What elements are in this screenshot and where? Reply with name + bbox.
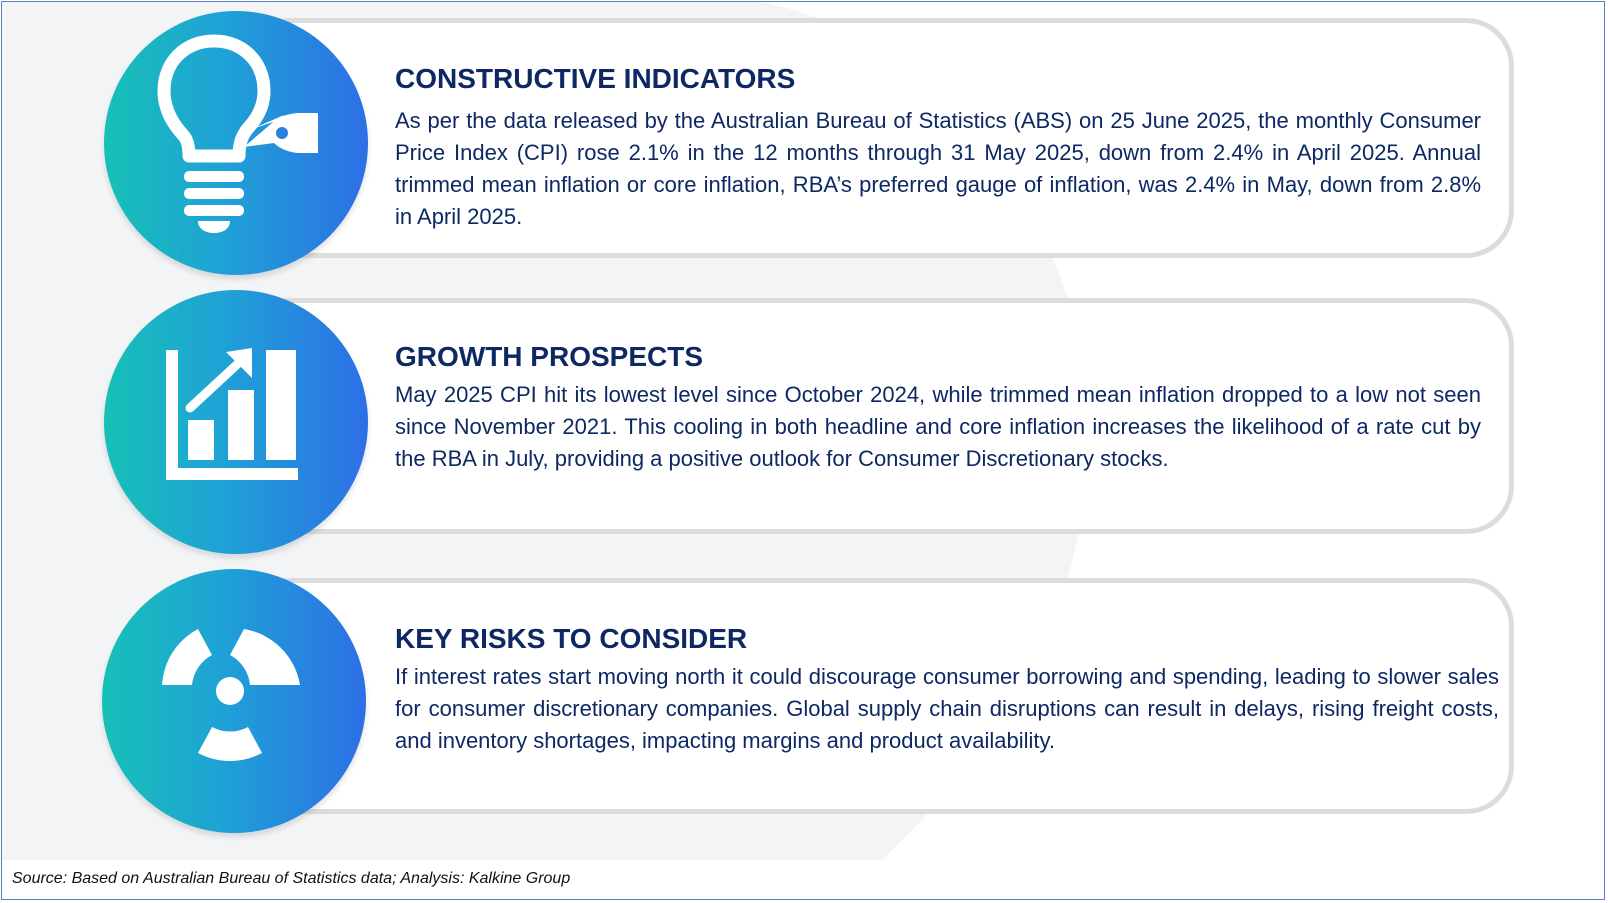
card-growth-prospects: [242, 298, 1514, 534]
growth-chart-icon: [104, 290, 368, 554]
section-body: May 2025 CPI hit its lowest level since October 2024, while trimmed mean inflation dropped to a low not seen since November 2021. This cooling in both headline and core inflation increases the likelihood of a rate cut by the RBA in July, providing a positive outlook for Consumer Discretionary stocks.: [395, 382, 1481, 471]
icon-circle-constructive: [104, 11, 368, 275]
source-note: Source: Based on Australian Bureau of Statistics data; Analysis: Kalkine Group: [12, 870, 571, 887]
card-key-risks: [242, 578, 1514, 814]
section-title: GROWTH PROSPECTS: [395, 341, 704, 372]
card-constructive-indicators: [242, 18, 1514, 258]
section-body: As per the data released by the Australian Bureau of Statistics (ABS) on 25 June 2025, the monthly Consumer Price Index (CPI) rose 2.1% in the 12 months through 31 May 2025, down from 2.4% in April 2025. Annual trimmed mean inflation or core inflation, RBA’s preferred gauge of inflation, was 2.4% in May, down from 2.8% in April 2025.: [395, 108, 1481, 229]
section-title: CONSTRUCTIVE INDICATORS: [395, 63, 796, 94]
lightbulb-tag-icon: [104, 11, 368, 275]
icon-circle-growth: [104, 290, 368, 554]
infographic-frame: [1, 1, 1605, 900]
radiation-hazard-icon: [102, 569, 366, 833]
icon-circle-risks: [102, 569, 366, 833]
section-title: KEY RISKS TO CONSIDER: [395, 623, 748, 654]
section-body: If interest rates start moving north it could discourage consumer borrowing and spending, leading to slower sales for consumer discretionary companies. Global supply chain disruptions can result in delays, rising freight costs, and inventory shortages, impacting margins and product availability.: [395, 664, 1499, 753]
